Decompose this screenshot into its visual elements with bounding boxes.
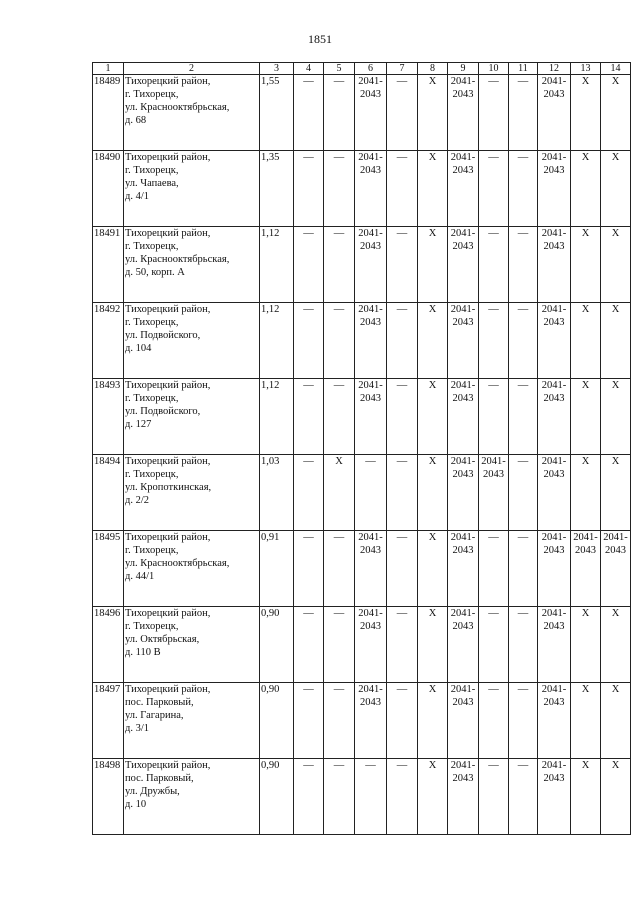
period-cell: X [571, 151, 601, 227]
period-cell: X [418, 683, 448, 759]
period-cell: 2041- 2043 [355, 683, 387, 759]
record-number-cell: 18489 [93, 75, 124, 151]
record-number-cell: 18496 [93, 607, 124, 683]
period-cell: — [387, 683, 418, 759]
period-cell: — [294, 455, 324, 531]
table-row [93, 151, 631, 227]
period-cell: — [479, 607, 509, 683]
period-cell: X [601, 759, 631, 835]
period-cell: X [571, 75, 601, 151]
period-cell: X [418, 227, 448, 303]
period-cell: 2041- 2043 [448, 455, 479, 531]
table-row [93, 455, 631, 531]
record-number-cell: 18495 [93, 531, 124, 607]
period-cell: 2041- 2043 [355, 303, 387, 379]
period-cell: X [418, 455, 448, 531]
period-cell: — [479, 75, 509, 151]
period-cell: — [387, 455, 418, 531]
period-cell: — [355, 455, 387, 531]
period-cell: — [479, 379, 509, 455]
period-cell: 2041- 2043 [538, 759, 571, 835]
table-row [93, 607, 631, 683]
record-number-cell: 18492 [93, 303, 124, 379]
period-cell: 2041- 2043 [538, 531, 571, 607]
period-cell: — [324, 683, 355, 759]
period-cell: — [294, 683, 324, 759]
period-cell: 2041- 2043 [355, 531, 387, 607]
page-number: 1851 [308, 32, 332, 46]
address-cell: Тихорецкий район, г. Тихорецк, ул. Подвойского, д. 127 [124, 379, 260, 455]
period-cell: — [387, 303, 418, 379]
period-cell: X [418, 531, 448, 607]
period-cell: — [294, 607, 324, 683]
period-cell: 2041- 2043 [355, 607, 387, 683]
period-cell: X [571, 683, 601, 759]
table-row [93, 227, 631, 303]
period-cell: — [509, 303, 538, 379]
period-cell: 2041- 2043 [538, 303, 571, 379]
period-cell: X [601, 303, 631, 379]
column-header: 1 [93, 63, 124, 75]
period-cell: 2041- 2043 [355, 379, 387, 455]
address-cell: Тихорецкий район, г. Тихорецк, ул. Краснооктябрьская, д. 68 [124, 75, 260, 151]
address-cell: Тихорецкий район, г. Тихорецк, ул. Октябрьская, д. 110 В [124, 607, 260, 683]
period-cell: X [418, 379, 448, 455]
period-cell: 2041- 2043 [538, 379, 571, 455]
column-header: 9 [448, 63, 479, 75]
period-cell: 2041- 2043 [448, 607, 479, 683]
period-cell: X [571, 759, 601, 835]
value-cell: 1,35 [260, 151, 294, 227]
value-cell: 1,12 [260, 303, 294, 379]
column-header: 10 [479, 63, 509, 75]
period-cell: 2041- 2043 [448, 151, 479, 227]
period-cell: 2041- 2043 [479, 455, 509, 531]
value-cell: 0,90 [260, 607, 294, 683]
period-cell: — [509, 227, 538, 303]
column-header: 13 [571, 63, 601, 75]
period-cell: X [601, 227, 631, 303]
period-cell: X [324, 455, 355, 531]
address-cell: Тихорецкий район, г. Тихорецк, ул. Кропоткинская, д. 2/2 [124, 455, 260, 531]
value-cell: 1,03 [260, 455, 294, 531]
period-cell: 2041- 2043 [448, 531, 479, 607]
period-cell: — [387, 379, 418, 455]
table-row [93, 75, 631, 151]
period-cell: — [294, 759, 324, 835]
period-cell: — [294, 75, 324, 151]
period-cell: 2041- 2043 [538, 75, 571, 151]
period-cell: — [324, 379, 355, 455]
period-cell: — [509, 607, 538, 683]
register-table [92, 62, 631, 835]
period-cell: X [571, 303, 601, 379]
address-cell: Тихорецкий район, пос. Парковый, ул. Дружбы, д. 10 [124, 759, 260, 835]
period-cell: — [509, 455, 538, 531]
table-row [93, 303, 631, 379]
address-cell: Тихорецкий район, г. Тихорецк, ул. Краснооктябрьская, д. 50, корп. А [124, 227, 260, 303]
table-row [93, 379, 631, 455]
period-cell: — [387, 607, 418, 683]
period-cell: 2041- 2043 [448, 75, 479, 151]
period-cell: — [479, 683, 509, 759]
value-cell: 0,90 [260, 759, 294, 835]
period-cell: X [418, 607, 448, 683]
period-cell: — [479, 151, 509, 227]
table-row [93, 759, 631, 835]
period-cell: — [294, 531, 324, 607]
period-cell: — [387, 227, 418, 303]
period-cell: 2041- 2043 [571, 531, 601, 607]
period-cell: — [324, 151, 355, 227]
table-row [93, 531, 631, 607]
period-cell: X [571, 227, 601, 303]
period-cell: X [571, 455, 601, 531]
value-cell: 1,12 [260, 379, 294, 455]
period-cell: X [601, 75, 631, 151]
period-cell: X [418, 75, 448, 151]
address-cell: Тихорецкий район, г. Тихорецк, ул. Чапаева, д. 4/1 [124, 151, 260, 227]
period-cell: X [601, 379, 631, 455]
period-cell: — [387, 759, 418, 835]
period-cell: — [509, 379, 538, 455]
period-cell: — [324, 227, 355, 303]
period-cell: 2041- 2043 [538, 683, 571, 759]
period-cell: — [509, 759, 538, 835]
period-cell: — [324, 531, 355, 607]
record-number-cell: 18494 [93, 455, 124, 531]
period-cell: — [324, 759, 355, 835]
period-cell: X [601, 455, 631, 531]
period-cell: — [479, 303, 509, 379]
period-cell: X [601, 683, 631, 759]
value-cell: 0,90 [260, 683, 294, 759]
column-header: 5 [324, 63, 355, 75]
period-cell: — [479, 227, 509, 303]
period-cell: — [355, 759, 387, 835]
period-cell: 2041- 2043 [601, 531, 631, 607]
period-cell: — [294, 227, 324, 303]
value-cell: 1,12 [260, 227, 294, 303]
period-cell: X [571, 379, 601, 455]
column-header: 6 [355, 63, 387, 75]
period-cell: 2041- 2043 [355, 75, 387, 151]
record-number-cell: 18493 [93, 379, 124, 455]
value-cell: 1,55 [260, 75, 294, 151]
period-cell: 2041- 2043 [355, 151, 387, 227]
address-cell: Тихорецкий район, г. Тихорецк, ул. Краснооктябрьская, д. 44/1 [124, 531, 260, 607]
period-cell: X [418, 759, 448, 835]
period-cell: — [479, 531, 509, 607]
period-cell: 2041- 2043 [538, 151, 571, 227]
header-row [93, 63, 631, 75]
period-cell: — [509, 531, 538, 607]
column-header: 7 [387, 63, 418, 75]
table-body [93, 63, 631, 835]
period-cell: 2041- 2043 [448, 379, 479, 455]
period-cell: — [509, 151, 538, 227]
period-cell: X [418, 303, 448, 379]
period-cell: — [479, 759, 509, 835]
column-header: 4 [294, 63, 324, 75]
period-cell: — [294, 303, 324, 379]
record-number-cell: 18490 [93, 151, 124, 227]
column-header: 2 [124, 63, 260, 75]
period-cell: 2041- 2043 [355, 227, 387, 303]
record-number-cell: 18497 [93, 683, 124, 759]
column-header: 3 [260, 63, 294, 75]
period-cell: 2041- 2043 [448, 683, 479, 759]
column-header: 8 [418, 63, 448, 75]
period-cell: — [324, 303, 355, 379]
record-number-cell: 18491 [93, 227, 124, 303]
period-cell: — [387, 531, 418, 607]
column-header: 14 [601, 63, 631, 75]
address-cell: Тихорецкий район, г. Тихорецк, ул. Подвойского, д. 104 [124, 303, 260, 379]
table-row [93, 683, 631, 759]
period-cell: — [387, 75, 418, 151]
period-cell: X [601, 151, 631, 227]
period-cell: 2041- 2043 [448, 227, 479, 303]
column-header: 12 [538, 63, 571, 75]
period-cell: — [324, 607, 355, 683]
period-cell: — [294, 151, 324, 227]
value-cell: 0,91 [260, 531, 294, 607]
period-cell: — [509, 75, 538, 151]
period-cell: X [418, 151, 448, 227]
record-number-cell: 18498 [93, 759, 124, 835]
period-cell: X [571, 607, 601, 683]
period-cell: — [509, 683, 538, 759]
address-cell: Тихорецкий район, пос. Парковый, ул. Гагарина, д. 3/1 [124, 683, 260, 759]
period-cell: 2041- 2043 [448, 759, 479, 835]
period-cell: — [294, 379, 324, 455]
period-cell: X [601, 607, 631, 683]
period-cell: 2041- 2043 [448, 303, 479, 379]
column-header: 11 [509, 63, 538, 75]
period-cell: — [387, 151, 418, 227]
period-cell: 2041- 2043 [538, 607, 571, 683]
period-cell: — [324, 75, 355, 151]
period-cell: 2041- 2043 [538, 455, 571, 531]
period-cell: 2041- 2043 [538, 227, 571, 303]
